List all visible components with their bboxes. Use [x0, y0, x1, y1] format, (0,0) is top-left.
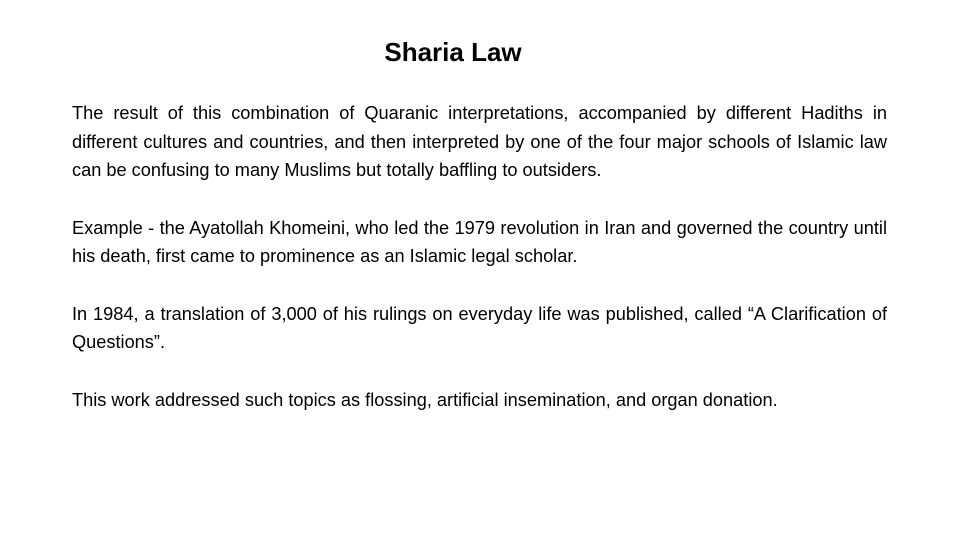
- slide-title: Sharia Law: [384, 37, 522, 67]
- paragraph-topics: This work addressed such topics as flossing, artificial insemination, and organ donation.: [72, 389, 778, 410]
- slide-body: [72, 99, 887, 443]
- paragraph-1984-translation: In 1984, a translation of 3,000 of his rulings on everyday life was published, called “A Clarification of Questions”.: [72, 303, 887, 352]
- paragraph-khomeini-example: Example - the Ayatollah Khomeini, who led the 1979 revolution in Iran and governed the country until his death, first came to prominence as an Islamic legal scholar.: [72, 217, 887, 266]
- paragraph-combination: The result of this combination of Quaranic interpretations, accompanied by different Hadiths in different cultures and countries, and then interpreted by one of the four major schools of Islamic law can be confusing to many Muslims but totally baffling to outsiders.: [72, 103, 887, 180]
